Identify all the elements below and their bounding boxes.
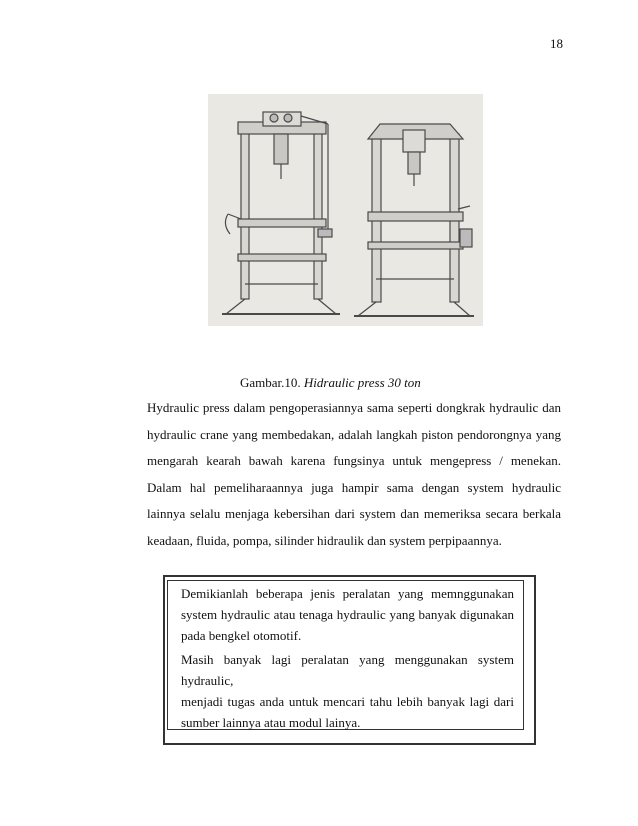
note-line: menjadi tugas anda untuk mencari tahu lebih banyak lagi dari — [181, 694, 514, 709]
note-line: sumber lainnya atau modul lainya. — [181, 715, 361, 730]
note-line: system hydraulic atau tenaga hydraulic yang banyak digunakan — [181, 607, 514, 622]
note-box — [167, 580, 524, 730]
note-line: pada bengkel otomotif. — [181, 628, 302, 643]
note-line: Masih banyak lagi peralatan yang menggunakan system hydraulic, — [181, 652, 514, 688]
note-line: Demikianlah beberapa jenis peralatan yang memnggunakan — [181, 586, 514, 601]
figure-caption — [240, 375, 421, 391]
body-paragraph: Hydraulic press dalam pengoperasiannya sama seperti dongkrak hydraulic dan hydraulic crane yang membedakan, adalah langkah piston pendorongnya yang mengarah kearah bawah karena fungsinya untuk mengepress / menekan. Dalam hal pemeliharaannya juga hampir sama dengan system hydraulic lainnya selalu menjaga kebersihan dari system dan memeriksa secara berkala keadaan, fluida, pompa, silinder hidraulik dan system perpipaannya. — [147, 400, 561, 548]
caption-title: Hidraulic press 30 ton — [303, 375, 421, 390]
caption-prefix: Gambar.10. — [240, 375, 304, 390]
page-number: 18 — [550, 36, 563, 51]
hydraulic-press-photo — [208, 94, 483, 326]
